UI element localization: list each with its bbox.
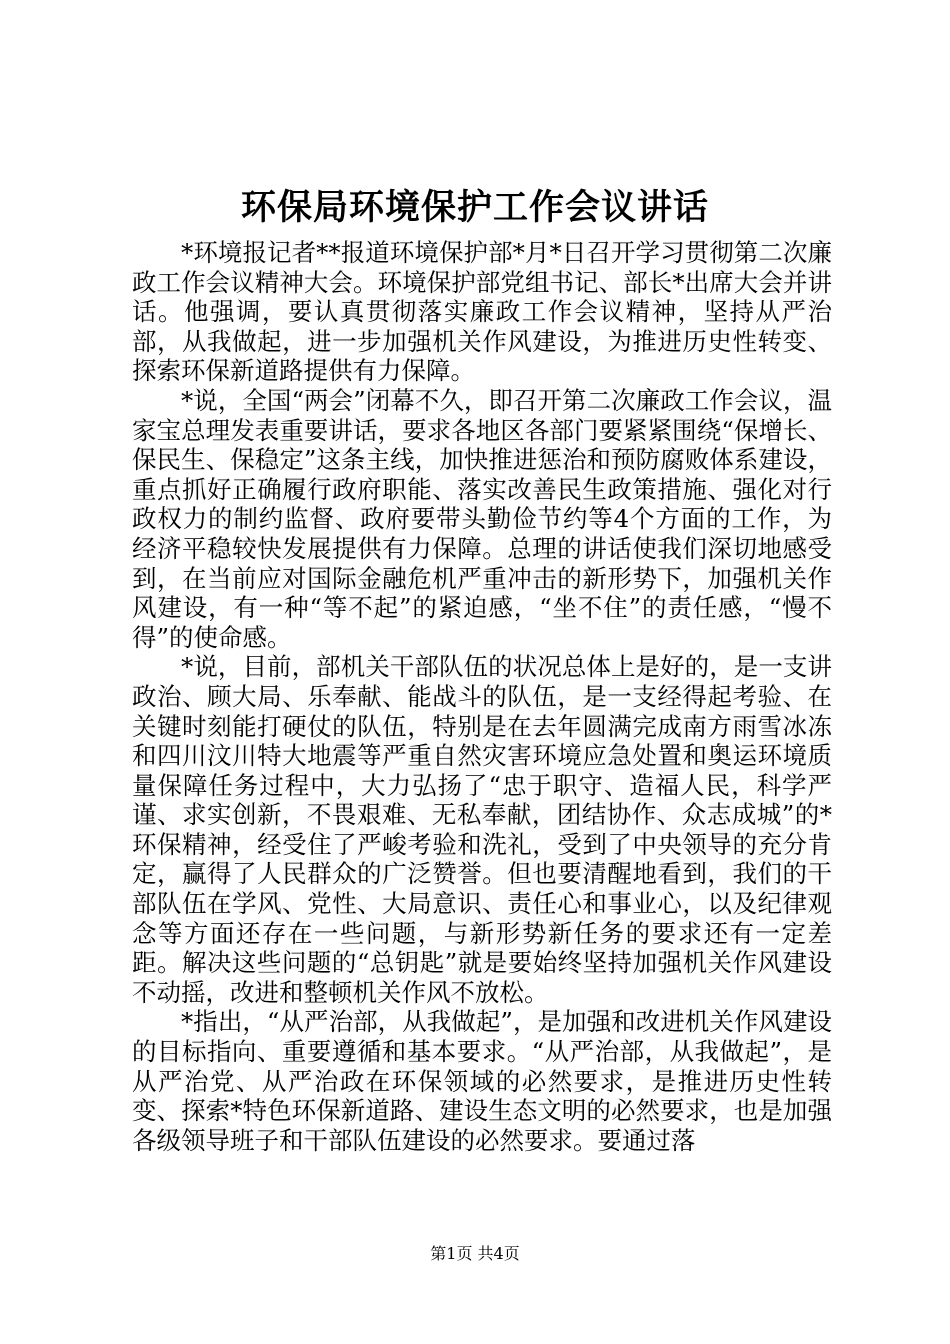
paragraph: *环境报记者**报道环境保护部*月*日召开学习贯彻第二次廉政工作会议精神大会。环境保护部党组书记、部长*出席大会并讲话。他强调，要认真贯彻落实廉政工作会议精神，坚持从严治部，从我做起，进一步加强机关作风建设，为推进历史性转变、探索环保新道路提供有力保障。: [132, 238, 832, 386]
document-body: [132, 238, 832, 1155]
paragraph: *说，全国“两会”闭幕不久，即召开第二次廉政工作会议，温家宝总理发表重要讲话，要求各地区各部门要紧紧围绕“保增长、保民生、保稳定”这条主线，加快推进惩治和预防腐败体系建设，重点抓好正确履行政府职能、落实改善民生政策措施、强化对行政权力的制约监督、政府要带头勤俭节约等4个方面的工作，为经济平稳较快发展提供有力保障。总理的讲话使我们深切地感受到，在当前应对国际金融危机严重冲击的新形势下，加强机关作风建设，有一种“等不起”的紧迫感，“坐不住”的责任感，“慢不得”的使命感。: [132, 385, 832, 652]
paragraph: *说，目前，部机关干部队伍的状况总体上是好的，是一支讲政治、顾大局、乐奉献、能战斗的队伍，是一支经得起考验、在关键时刻能打硬仗的队伍，特别是在去年圆满完成南方雨雪冰冻和四川汶川特大地震等严重自然灾害环境应急处置和奥运环境质量保障任务过程中，大力弘扬了“忠于职守、造福人民，科学严谨、求实创新，不畏艰难、无私奉献，团结协作、众志成城”的*环保精神，经受住了严峻考验和洗礼，受到了中央领导的充分肯定，赢得了人民群众的广泛赞誉。但也要清醒地看到，我们的干部队伍在学风、党性、大局意识、责任心和事业心，以及纪律观念等方面还存在一些问题，与新形势新任务的要求还有一定差距。解决这些问题的“总钥匙”就是要始终坚持加强机关作风建设不动摇，改进和整顿机关作风不放松。: [132, 652, 832, 1007]
paragraph: *指出，“从严治部，从我做起”，是加强和改进机关作风建设的目标指向、重要遵循和基本要求。“从严治部，从我做起”，是从严治党、从严治政在环保领域的必然要求，是推进历史性转变、探索*特色环保新道路、建设生态文明的必然要求，也是加强各级领导班子和干部队伍建设的必然要求。要通过落: [132, 1007, 832, 1155]
page-footer: 第1页 共4页: [430, 1244, 520, 1263]
document-title: 环保局环境保护工作会议讲话: [240, 187, 709, 228]
